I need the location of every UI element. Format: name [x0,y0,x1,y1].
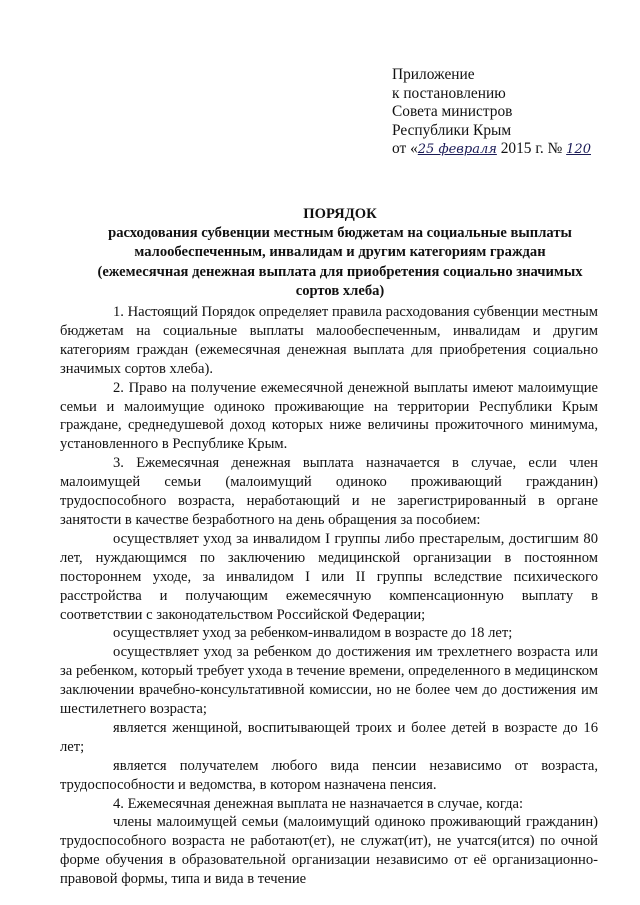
title-heading: ПОРЯДОК [303,206,377,222]
appendix-line: Республики Крым [392,121,512,139]
appendix-line: к постановлению [392,84,506,102]
paragraph: осуществляет уход за инвалидом I группы либо престарелым, достигшим 80 лет, нуждающимся по заключению медицинской организации в постоянном постороннем уходе, за инвалидом I или II группы вследствие психического расстройства и получающим ежемесячную компенсационную выплату в соответствии с законодательством Российской Федерации; [60,530,598,623]
paragraph: 4. Ежемесячная денежная выплата не назначается в случае, когда: [113,795,524,812]
paragraph: является получателем любого вида пенсии независимо от возраста, трудоспособности и ведомства, в котором назначена пенсия. [60,757,598,793]
paragraph: осуществляет уход за ребенком-инвалидом в возрасте до 18 лет; [113,625,513,642]
paragraph: является женщиной, воспитывающей троих и более детей в возрасте до 16 лет; [60,719,598,755]
appendix-date-line [392,140,591,160]
appendix-line: Приложение [392,66,475,83]
date-prefix: от « [392,140,418,157]
paragraph: 1. Настоящий Порядок определяет правила расходования субвенции местным бюджетам на социальные выплаты малообеспеченным, инвалидам и другим категориям граждан (ежемесячная денежная выплата для приобретения социально значимых сортов хлеба). [60,304,598,377]
paragraph: осуществляет уход за ребенком до достижения им трехлетнего возраста или за ребенком, который требует ухода в течение времени, определенного в медицинском заключении врачебно-консультативной комиссии, но не более чем до достижения им шестилетнего возраста; [60,644,598,718]
paragraph: 3. Ежемесячная денежная выплата назначается в случае, если член малоимущей семьи (малоимущий одиноко проживающий гражданин) трудоспособного возраста, неработающий и не зарегистрированный в органе занятости в качестве безработного на день обращения за пособием: [60,455,598,528]
title-line: (ежемесячная денежная выплата для приобретения социально значимых [97,263,583,280]
title-line: расходования субвенции местным бюджетам на социальные выплаты [108,225,572,242]
title-line: сортов хлеба) [295,282,385,299]
document-title [60,205,620,301]
paragraph: 2. Право на получение ежемесячной денежной выплаты имеют малоимущие семьи и малоимущие одиноко проживающие на территории Республики Крым граждане, среднедушевой доход которых ниже величины прожиточного минимума, установленного в Республике Крым. [60,379,598,453]
appendix-line: Совета министров [392,103,513,120]
paragraph: члены малоимущей семьи (малоимущий одиноко проживающий гражданин) трудоспособного возраста не работают(ет), не служат(ит), не учатся(ится) по очной форме обучения в образовательной организации независимо от её организационно-правовой формы, типа и вида в течение [60,814,598,888]
handwritten-number: 120 [566,142,591,157]
appendix-block [392,66,591,160]
title-line: малообеспеченным, инвалидам и другим категориям граждан [134,244,546,261]
date-suffix: 2015 г. № [500,140,563,157]
document-body [60,303,598,889]
handwritten-date: 25 февраля [417,142,497,157]
